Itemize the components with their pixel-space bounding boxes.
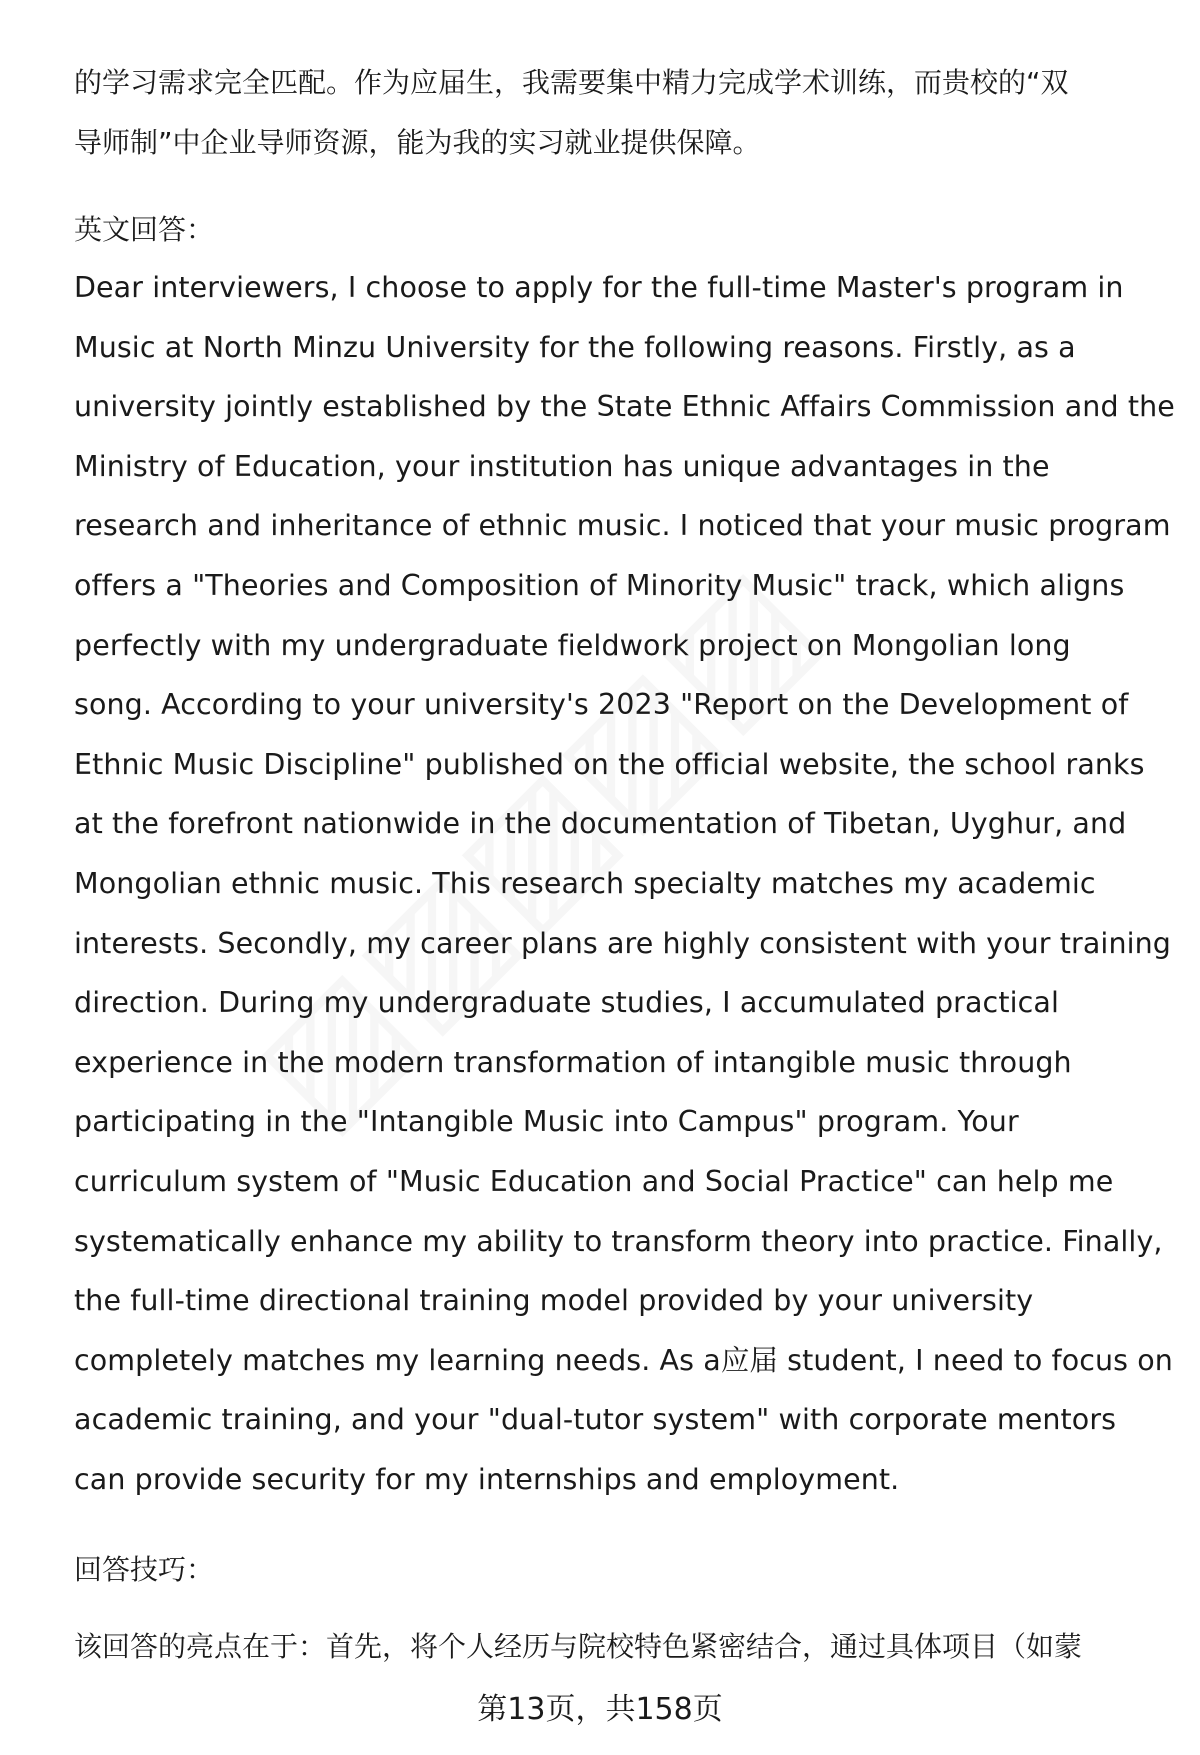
english-answer-line: the full-time directional training model provided by your university [74,1284,1034,1318]
cn-answer-line: 导师制”中企业导师资源，能为我的实习就业提供保障。 [74,126,761,159]
english-answer-line: interests. Secondly, my career plans are highly consistent with your training [74,926,1171,960]
page-number: 第13页，共158页 [477,1692,723,1727]
english-answer-line: direction. During my undergraduate studies, I accumulated practical [74,986,1059,1020]
english-answer-line: systematically enhance my ability to transform theory into practice. Finally, [74,1224,1163,1258]
english-answer-line: participating in the "Intangible Music into Campus" program. Your [74,1105,1019,1139]
english-answer-line: Ministry of Education, your institution has unique advantages in the [74,449,1050,483]
english-answer-line: can provide security for my internships and employment. [74,1463,900,1496]
english-answer-line: academic training, and your "dual-tutor system" with corporate mentors [74,1403,1117,1437]
english-heading: 英文回答： [74,213,215,246]
english-answer-line: Mongolian ethnic music. This research specialty matches my academic [74,867,1096,900]
english-answer-line: offers a "Theories and Composition of Minority Music" track, which aligns [74,569,1125,602]
english-answer-line: perfectly with my undergraduate fieldwork project on Mongolian long [74,628,1071,662]
english-answer-line: Dear interviewers, I choose to apply for the full-time Master's program in [74,271,1124,304]
tips-text-line: 该回答的亮点在于：首先，将个人经历与院校特色紧密结合，通过具体项目（如蒙 [74,1630,1083,1663]
english-answer-line: Music at North Minzu University for the following reasons. Firstly, as a [74,330,1076,364]
english-answer-line: research and inheritance of ethnic music. I noticed that your music program [74,509,1171,543]
english-answer-line: completely matches my learning needs. As a应届 student, I need to focus on [74,1343,1173,1377]
english-answer-line: Ethnic Music Discipline" published on the official website, the school ranks [74,747,1145,781]
cn-answer-line: 的学习需求完全匹配。作为应届生，我需要集中精力完成学术训练，而贵校的“双 [74,66,1069,99]
english-answer-line: curriculum system of "Music Education and Social Practice" can help me [74,1165,1114,1198]
english-answer-line: university jointly established by the State Ethnic Affairs Commission and the [74,390,1175,424]
tips-heading: 回答技巧： [74,1553,215,1586]
english-answer-line: experience in the modern transformation of intangible music through [74,1045,1072,1079]
english-answer-line: song. According to your university's 2023 "Report on the Development of [74,688,1129,722]
english-answer-line: at the forefront nationwide in the documentation of Tibetan, Uyghur, and [74,807,1127,841]
